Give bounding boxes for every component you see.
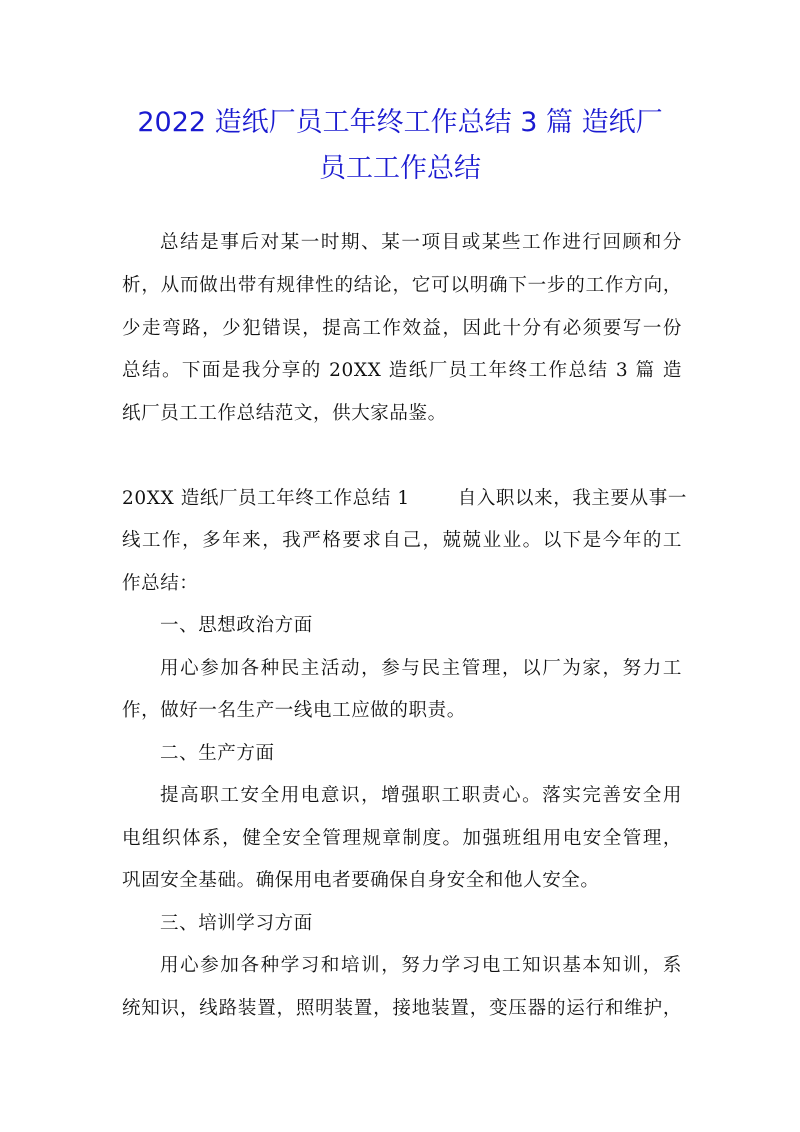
- part-1-line-2: 作，做好一名生产一线电工应做的职责。: [122, 700, 466, 721]
- intro-line-5: 纸厂员工工作总结范文，供大家品鉴。: [122, 403, 447, 424]
- part-3-line-2: 统知识，线路装置，照明装置，接地装置，变压器的运行和维护，: [122, 998, 682, 1019]
- part-2-line-1: 提高职工安全用电意识，增强职工职责心。落实完善安全用: [160, 785, 682, 806]
- section-1-first-line-text: 自入职以来，我主要从事一: [457, 488, 687, 509]
- section-1-heading: 20XX 造纸厂员工年终工作总结 1: [122, 488, 410, 509]
- intro-line-1: 总结是事后对某一时期、某一项目或某些工作进行回顾和分: [160, 232, 682, 253]
- part-2-line-3: 巩固安全基础。确保用电者要确保自身安全和他人安全。: [122, 870, 600, 891]
- title-line-1: 2022 造纸厂员工年终工作总结 3 篇 造纸厂: [137, 107, 663, 138]
- title-line-2: 员工工作总结: [319, 153, 481, 184]
- intro-line-3: 少走弯路，少犯错误，提高工作效益，因此十分有必须要写一份: [122, 318, 682, 339]
- intro-line-4: 总结。下面是我分享的 20XX 造纸厂员工年终工作总结 3 篇 造: [122, 360, 682, 381]
- part-3-heading: 三、培训学习方面: [160, 913, 313, 934]
- document-title: [110, 100, 690, 192]
- section-1-line-2: 线工作，多年来，我严格要求自己，兢兢业业。以下是今年的工: [122, 530, 682, 551]
- part-1-line-1: 用心参加各种民主活动，参与民主管理，以厂为家，努力工: [160, 658, 682, 679]
- intro-line-2: 析，从而做出带有规律性的结论，它可以明确下一步的工作方向，: [122, 275, 682, 296]
- section-1-first-line: [122, 484, 687, 514]
- part-3-line-1: 用心参加各种学习和培训，努力学习电工知识基本知训，系: [160, 955, 682, 976]
- section-1-line-3: 作总结：: [122, 573, 199, 594]
- part-2-heading: 二、生产方面: [160, 743, 275, 764]
- part-1-heading: 一、思想政治方面: [160, 615, 313, 636]
- part-2-line-2: 电组织体系，健全安全管理规章制度。加强班组用电安全管理，: [122, 828, 682, 849]
